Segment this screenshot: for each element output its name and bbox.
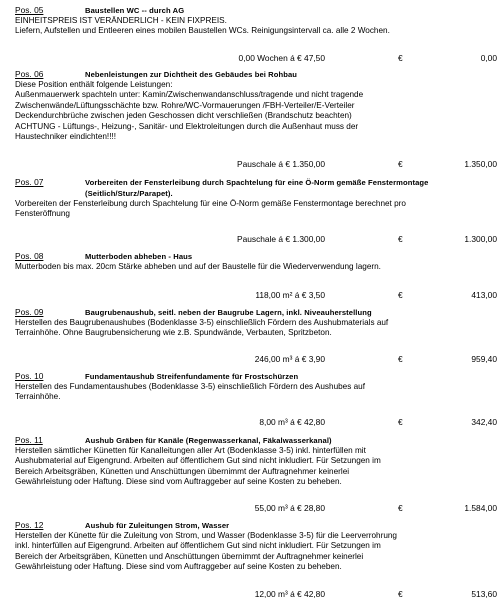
position-title: Fundamentaushub Streifenfundamente für Frostschürzen xyxy=(85,372,299,381)
position-number: Pos. 05 xyxy=(15,5,44,15)
quantity-unit-price: 118,00 m² á € 3,50 xyxy=(255,290,325,300)
description-line: Deckendurchbrüche zwischen jeden Geschossen dicht verschließen (Brandschutz beachten) xyxy=(15,111,352,121)
total-amount: 1.300,00 xyxy=(464,234,497,244)
description-line: Fensteröffnung xyxy=(15,209,70,219)
description-line: Außenmauerwerk spachteln unter: Kamin/Zwischenwandanschluss/tragende und nicht tragende xyxy=(15,90,364,100)
price-line xyxy=(15,159,495,170)
position-title: Aushub für Zuleitungen Strom, Wasser xyxy=(85,521,230,530)
quantity-unit-price: Pauschale á € 1.350,00 xyxy=(236,159,325,169)
description-line: Bereich Arbeitsgräben, Künetten und Anschüttungen übernimmt der Auftragnehmer keinerlei xyxy=(15,466,350,476)
price-line xyxy=(15,354,495,365)
description-line: ACHTUNG - Lüftungs-, Heizung-, Sanitär- und Elektroleitungen durch die Außenhaut muss der xyxy=(15,121,359,131)
currency-symbol: € xyxy=(398,417,403,427)
position-block xyxy=(15,5,495,37)
description-line: Gewährleistung oder Haftung. Diese sind vom Auftraggeber auf seine Kosten zu beheben. xyxy=(15,562,342,572)
currency-symbol: € xyxy=(398,503,403,513)
description-line: Haustechniker eindichten!!!! xyxy=(15,132,117,142)
description-line: Gewährleistung oder Haftung. Diese sind vom Auftraggeber auf seine Kosten zu beheben. xyxy=(15,477,342,487)
currency-symbol: € xyxy=(398,234,403,244)
position-block xyxy=(15,435,495,488)
description-line: Terrainhöhe. Ohne Baugrubensicherung wie z.B. Spundwände, Verbauten, Spritzbeton. xyxy=(15,328,332,338)
description-line: inkl. hinterfüllen auf Eigengrund. Arbeiten auf öffentlichem Gut sind nicht inkludiert. Für Setzungen im xyxy=(15,541,381,551)
position-title: Nebenleistungen zur Dichtheit des Gebäudes bei Rohbau xyxy=(85,70,298,79)
position-title: Baugrubenaushub, seitl. neben der Baugrube Lagern, inkl. Niveauherstellung xyxy=(85,308,372,317)
currency-symbol: € xyxy=(398,589,403,599)
position-block xyxy=(15,371,495,403)
total-amount: 1.350,00 xyxy=(464,159,497,169)
position-number: Pos. 10 xyxy=(15,371,44,381)
quantity-unit-price: 246,00 m³ á € 3,90 xyxy=(254,354,325,364)
position-description xyxy=(15,318,495,339)
total-amount: 342,40 xyxy=(471,417,497,427)
position-description xyxy=(15,199,495,220)
description-line: Vorbereiten der Fensterleibung durch Spachtelung für eine Ö-Norm gemäße Fenstermontage berechnet pro xyxy=(15,199,406,208)
description-line: Mutterboden bis max. 20cm Stärke abheben und auf der Baustelle für die Wiederverwendung lagern. xyxy=(15,262,381,271)
price-line xyxy=(15,53,495,64)
description-line: Terrainhöhe. xyxy=(15,392,61,402)
position-block xyxy=(15,177,495,220)
price-line xyxy=(15,234,495,245)
description-line: Diese Position enthält folgende Leistungen: xyxy=(15,80,173,89)
total-amount: 0,00 xyxy=(480,53,497,63)
position-number: Pos. 06 xyxy=(15,69,44,79)
position-block xyxy=(15,69,495,142)
position-title: Mutterboden abheben - Haus xyxy=(85,252,193,261)
position-description xyxy=(15,446,495,488)
total-amount: 959,40 xyxy=(471,354,497,364)
description-line: Herstellen der Künette für die Zuleitung von Strom, und Wasser (Bodenklasse 3-5) für die Leerverrohrung xyxy=(15,531,397,540)
description-line: Herstellen des Baugrubenaushubes (Bodenklasse 3-5) einschließlich Fördern des Aushubmaterials auf xyxy=(15,318,389,327)
description-line: Herstellen des Fundamentaushubes (Bodenklasse 3-5) einschließlich Fördern des Aushubes auf xyxy=(15,382,365,391)
currency-symbol: € xyxy=(398,159,403,169)
description-line: Liefern, Aufstellen und Entleeren eines mobilen Baustellen WCs. Reinigungsintervall ca. alle 2 Wochen. xyxy=(15,26,390,36)
price-line xyxy=(15,417,495,428)
position-number: Pos. 11 xyxy=(15,435,43,445)
position-number: Pos. 07 xyxy=(15,177,44,187)
position-description xyxy=(15,16,495,37)
position-title: Aushub Gräben für Kanäle (Regenwasserkanal, Fäkalwasserkanal) xyxy=(85,436,332,445)
position-description xyxy=(15,80,495,142)
position-number: Pos. 09 xyxy=(15,307,44,317)
description-line: Herstellen sämtlicher Künetten für Kanalleitungen aller Art (Bodenklasse 3-5) inkl. hinterfüllen mit xyxy=(15,446,366,455)
position-description xyxy=(15,382,495,403)
price-line xyxy=(15,290,495,301)
quantity-unit-price: Pauschale á € 1.300,00 xyxy=(236,234,325,244)
position-title: Baustellen WC -- durch AG xyxy=(85,6,185,15)
description-line: Zwischenwände/Lüftungsschächte bzw. Rohre/WC-Vormauerungen /FBH-Verteiler/E-Verteiler xyxy=(15,100,355,110)
price-line xyxy=(15,589,495,600)
description-line: EINHEITSPREIS IST VERÄNDERLICH - KEIN FIXPREIS. xyxy=(15,16,227,25)
position-block xyxy=(15,307,495,339)
total-amount: 413,00 xyxy=(471,290,497,300)
position-block xyxy=(15,251,495,272)
quantity-unit-price: 55,00 m³ á € 28,80 xyxy=(254,503,325,513)
position-number: Pos. 08 xyxy=(15,251,44,261)
total-amount: 513,60 xyxy=(471,589,497,599)
currency-symbol: € xyxy=(398,290,403,300)
description-line: Bereich der Arbeitsgräben, Künetten und Anschüttungen übernimmt der Auftragnehmer keinerlei xyxy=(15,551,364,561)
position-number: Pos. 12 xyxy=(15,520,44,530)
position-block xyxy=(15,520,495,573)
position-description xyxy=(15,531,495,573)
position-description xyxy=(15,262,495,272)
price-line xyxy=(15,503,495,514)
position-title: Vorbereiten der Fensterleibung durch Spachtelung für eine Ö-Norm gemäße Fenstermontage (Seitlich/Sturz/Parapet). xyxy=(85,178,429,198)
total-amount: 1.584,00 xyxy=(464,503,497,513)
currency-symbol: € xyxy=(398,354,403,364)
description-line: Aushubmaterial auf Eigengrund. Arbeiten auf öffentlichem Gut sind nicht inkludiert. Für Setzungen im xyxy=(15,456,381,466)
currency-symbol: € xyxy=(398,53,403,63)
quantity-unit-price: 8,00 m³ á € 42,80 xyxy=(259,417,325,427)
quantity-unit-price: 0,00 Wochen á € 47,50 xyxy=(238,53,325,63)
quantity-unit-price: 12,00 m³ á € 42,80 xyxy=(254,589,325,599)
